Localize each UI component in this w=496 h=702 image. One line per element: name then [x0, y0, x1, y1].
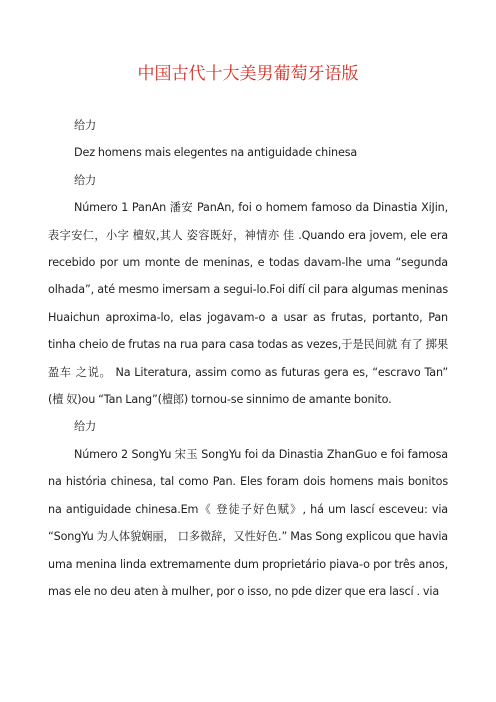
paragraph-songyu: Número 2 SongYu 宋玉 SongYu foi da Dinastia ZhanGuo e foi famosa na história chinesa, tal como Pan. Eles foram dois homens mais bonitos na antiguidade chinesa.Em《 登徒子好色赋》, há um lascí esceveu: via “SongYu 为人体貌娴丽， 口多微辞，又性好色.” Mas Song explicou que havia uma menina linda extremamente dum proprietário piava-o por três anos, mas ele no deu aten à mulher, por o isso, no pde dizer que era lascí . via	[48, 447, 448, 598]
paragraph-heading-2: 给力	[74, 173, 97, 187]
paragraph-panan: Número 1 PanAn 潘安 PanAn, foi o homem famoso da Dinastia XiJin, 表字安仁，小字 檀奴,其人 姿容既好，神情亦 佳 .Quando era jovem, ele era recebido por um monte de meninas, e todas davam-lhe uma “segunda olhada”, até mesmo imersam a segui-lo.Foi difí cil para algumas meninas Huaichun aproxima-lo, elas jogavam-o a usar as frutas, portanto, Pan tinha cheio de frutas na rua para casa todas as vezes,于是民间就 有了 掷果盈车 之说。 Na Literatura, assim como as futuras gera es, “escravo Tan” (檀 奴)ou “Tan Lang”(檀郎) tornou-se sinnimo de amante bonito.	[48, 201, 448, 407]
document-title: 中国古代十大美男葡萄牙语版	[137, 64, 359, 84]
paragraph-heading-3: 给力	[74, 420, 97, 434]
paragraph-subtitle: Dez homens mais elegentes na antiguidade chinesa	[74, 146, 358, 160]
paragraph-heading-1: 给力	[74, 119, 97, 132]
document-body	[48, 112, 448, 605]
